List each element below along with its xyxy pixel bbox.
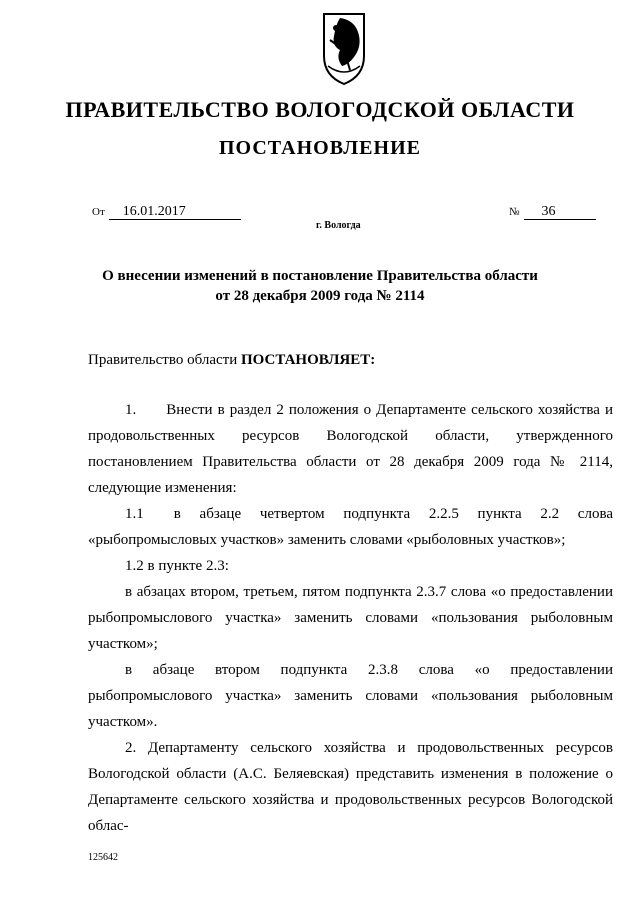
- date-row: [92, 204, 241, 220]
- preamble: [88, 352, 375, 369]
- document-number: 36: [524, 204, 596, 220]
- paragraph-1-2-a: в абзацах втором, третьем, пятом подпункта 2.3.7 слова «о предоставлении рыбопромыслового участка» заменить словами «пользования рыболовным участком»;: [88, 584, 613, 652]
- paragraph-1: [88, 397, 613, 501]
- paragraph-1-2-b: в абзаце втором подпункта 2.3.8 слова «о предоставлении рыбопромыслового участка» заменить словами «пользования рыболовным участком».: [88, 662, 613, 730]
- subject-line-2: от 28 декабря 2009 года № 2114: [215, 288, 425, 304]
- preamble-decree: ПОСТАНОВЛЯЕТ:: [240, 352, 376, 368]
- subject-line-1: О внесении изменений в постановление Правительства области: [102, 268, 538, 284]
- paragraph-1-1: [88, 501, 613, 553]
- city: г. Вологда: [316, 220, 361, 231]
- footer-code: 125642: [88, 852, 118, 863]
- number-prefix: №: [509, 206, 520, 218]
- paragraph-1-number: 1.: [125, 402, 137, 418]
- number-row: [509, 204, 596, 220]
- document-date: 16.01.2017: [109, 204, 241, 220]
- document-body: [88, 397, 613, 839]
- paragraph-1-2: 1.2 в пункте 2.3:: [125, 558, 229, 574]
- vologda-coat-of-arms-icon: [320, 10, 368, 88]
- preamble-text: Правительство области: [88, 352, 238, 368]
- document-type: ПОСТАНОВЛЕНИЕ: [219, 137, 421, 159]
- document-subject: [0, 266, 640, 306]
- date-prefix: От: [92, 206, 105, 218]
- paragraph-2: 2. Департаменту сельского хозяйства и продовольственных ресурсов Вологодской области (А.С. Беляевская) представить изменения в положение о Департаменте сельского хозяйства и продовольственных ресурсов Вологодской облас-: [88, 740, 613, 834]
- paragraph-1-text: Внести в раздел 2 положения о Департаменте сельского хозяйства и продовольственных ресурсов Вологодской области, утвержденного постановлением Правительства области от 28 декабря 2009 года № 2114, следующие изменения:: [88, 402, 613, 496]
- paragraph-1-1-number: 1.1: [125, 506, 144, 522]
- paragraph-1-1-text: в абзаце четвертом подпункта 2.2.5 пункта 2.2 слова «рыбопромысловых участков» заменить словами «рыболовных участков»;: [88, 506, 613, 548]
- organization-title: ПРАВИТЕЛЬСТВО ВОЛОГОДСКОЙ ОБЛАСТИ: [65, 97, 575, 122]
